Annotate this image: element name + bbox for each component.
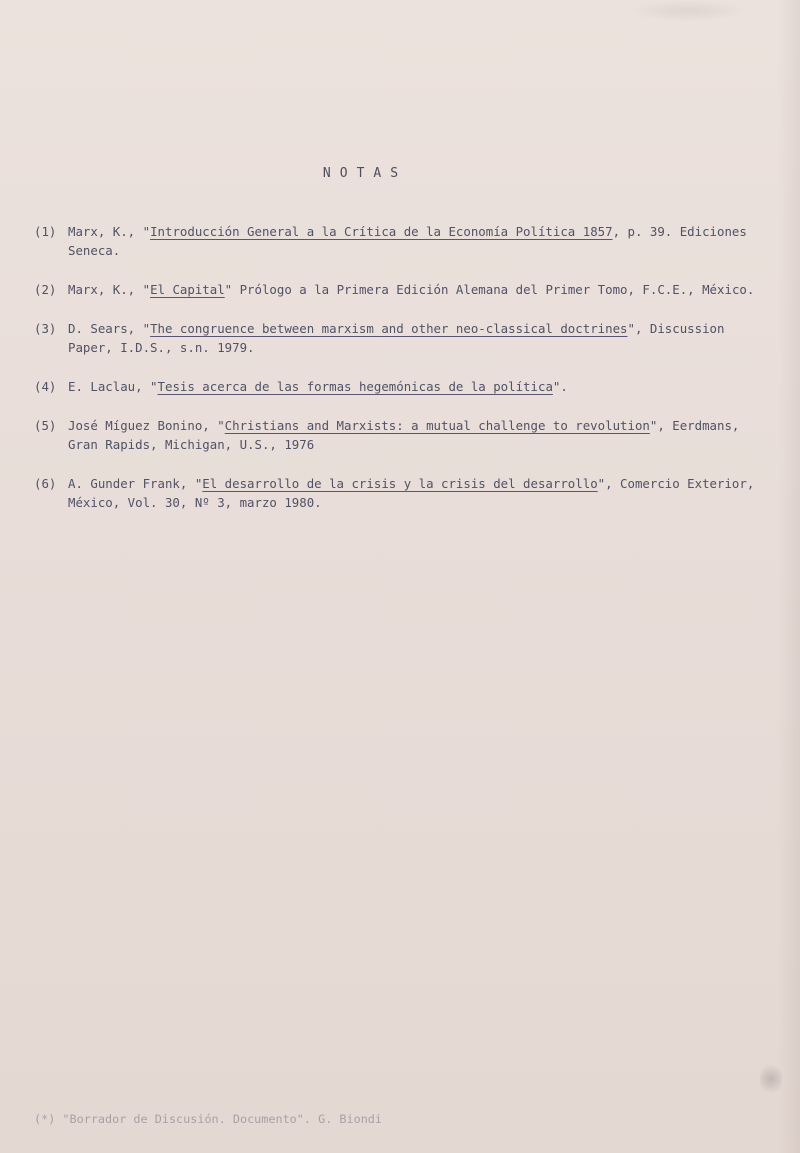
- note-title: El desarrollo de la crisis y la crisis del desarrollo: [202, 476, 598, 491]
- note-source: ", Discussion Paper, I.D.S., s.n. 1979.: [68, 321, 725, 355]
- note-title: The congruence between marxism and other neo-classical doctrines: [150, 321, 628, 336]
- note-text: [68, 474, 764, 512]
- notes-list: [34, 222, 764, 532]
- note-source: ", Eerdmans, Gran Rapids, Michigan, U.S., 1976: [68, 418, 740, 452]
- note-text: [68, 222, 764, 260]
- note-source: " Prólogo a la Primera Edición Alemana del Primer Tomo, F.C.E., México.: [224, 282, 755, 297]
- note-title: Christians and Marxists: a mutual challenge to revolution: [224, 418, 650, 433]
- note-number: (5): [34, 418, 57, 433]
- footnote: (*) "Borrador de Discusión. Documento". G. Biondi: [34, 1112, 383, 1126]
- note-title: Tesis acerca de las formas hegemónicas de la política: [157, 379, 553, 394]
- note-number: (6): [34, 476, 57, 491]
- note-item: [34, 377, 764, 396]
- note-item: [34, 280, 764, 299]
- note-item: [34, 474, 764, 512]
- note-text: [68, 280, 764, 299]
- note-number: (1): [34, 224, 57, 239]
- note-number: (3): [34, 321, 57, 336]
- note-author: Marx, K., ": [68, 282, 151, 297]
- note-number: (4): [34, 379, 57, 394]
- note-item: [34, 222, 764, 260]
- note-text: [68, 319, 764, 357]
- page-heading: NOTAS: [322, 166, 408, 181]
- note-text: [68, 377, 764, 396]
- note-source: ", Comercio Exterior, México, Vol. 30, Nº 3, marzo 1980.: [68, 476, 755, 510]
- note-title: El Capital: [150, 282, 225, 297]
- note-text: [68, 416, 764, 454]
- note-source: , p. 39. Ediciones Seneca.: [68, 224, 747, 258]
- note-author: D. Sears, ": [68, 321, 151, 336]
- note-author: A. Gunder Frank, ": [68, 476, 203, 491]
- paper-smudge: [628, 0, 748, 22]
- note-author: José Míguez Bonino, ": [68, 418, 225, 433]
- note-item: [34, 319, 764, 357]
- note-title: Introducción General a la Crítica de la Economía Política 1857: [150, 224, 613, 239]
- note-item: [34, 416, 764, 454]
- note-author: Marx, K., ": [68, 224, 151, 239]
- note-author: E. Laclau, ": [68, 379, 158, 394]
- paper-stain: [760, 1062, 782, 1096]
- note-source: ".: [552, 379, 568, 394]
- note-number: (2): [34, 282, 57, 297]
